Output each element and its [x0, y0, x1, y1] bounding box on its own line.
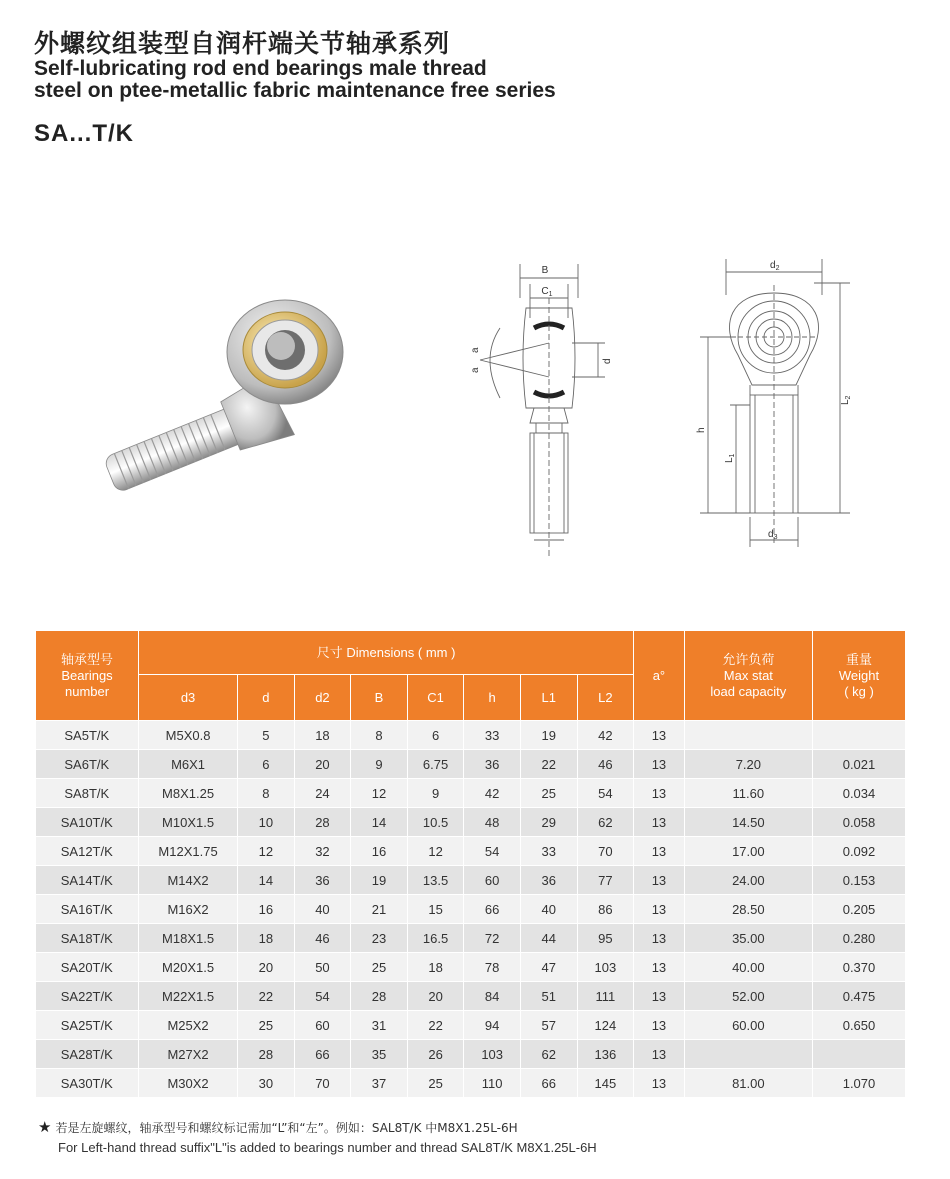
cell-d3: M25X2 — [139, 1011, 238, 1040]
header-bearing-number — [36, 631, 139, 721]
label-a-top: a — [470, 347, 481, 353]
cell-C1: 6.75 — [407, 750, 464, 779]
cell-bearing-number: SA5T/K — [36, 721, 139, 750]
cell-C1: 25 — [407, 1069, 464, 1098]
header-bearing-cn: 轴承型号 — [61, 651, 114, 667]
header-d2: d2 — [294, 675, 351, 721]
cell-L1: 40 — [520, 895, 577, 924]
cell-load-capacity: 28.50 — [684, 895, 812, 924]
cell-d2: 20 — [294, 750, 351, 779]
cell-d: 14 — [238, 866, 295, 895]
cell-weight — [813, 721, 906, 750]
cell-d2: 60 — [294, 1011, 351, 1040]
header-dimensions: 尺寸 Dimensions ( mm ) — [139, 631, 634, 675]
title-english-line2: steel on ptee-metallic fabric maintenance free series — [34, 79, 556, 102]
cell-bearing-number: SA10T/K — [36, 808, 139, 837]
header-L1: L1 — [520, 675, 577, 721]
header-load-capacity — [684, 631, 812, 721]
cell-d3: M10X1.5 — [139, 808, 238, 837]
cell-L2: 111 — [577, 982, 634, 1011]
cell-bearing-number: SA25T/K — [36, 1011, 139, 1040]
cell-d: 18 — [238, 924, 295, 953]
cell-d3: M5X0.8 — [139, 721, 238, 750]
header-C1: C1 — [407, 675, 464, 721]
cell-d3: M30X2 — [139, 1069, 238, 1098]
table-row — [36, 1011, 906, 1040]
cell-alpha: 13 — [634, 779, 685, 808]
header-weight-cn: 重量 — [845, 651, 872, 667]
cell-B: 19 — [351, 866, 408, 895]
cell-d: 30 — [238, 1069, 295, 1098]
cell-d: 22 — [238, 982, 295, 1011]
header-d3: d3 — [139, 675, 238, 721]
cell-d3: M8X1.25 — [139, 779, 238, 808]
cell-L1: 62 — [520, 1040, 577, 1069]
cell-C1: 22 — [407, 1011, 464, 1040]
model-series: SA...T/K — [34, 120, 135, 147]
table-row — [36, 866, 906, 895]
label-L1: $L_1$ — [724, 453, 736, 463]
cell-L2: 86 — [577, 895, 634, 924]
cell-alpha: 13 — [634, 953, 685, 982]
cell-d2: 50 — [294, 953, 351, 982]
cell-L2: 62 — [577, 808, 634, 837]
cell-weight: 0.205 — [813, 895, 906, 924]
cell-alpha: 13 — [634, 837, 685, 866]
header-bearing-en1: Bearings — [61, 667, 113, 683]
title-chinese: 外螺纹组装型自润杆端关节轴承系列 — [34, 29, 451, 58]
cell-d2: 66 — [294, 1040, 351, 1069]
cell-B: 16 — [351, 837, 408, 866]
cell-h: 66 — [464, 895, 521, 924]
table-row — [36, 721, 906, 750]
cell-weight: 0.370 — [813, 953, 906, 982]
cell-alpha: 13 — [634, 808, 685, 837]
cell-L1: 29 — [520, 808, 577, 837]
cell-B: 12 — [351, 779, 408, 808]
cell-L2: 103 — [577, 953, 634, 982]
cell-d2: 40 — [294, 895, 351, 924]
table-row — [36, 924, 906, 953]
cell-bearing-number: SA14T/K — [36, 866, 139, 895]
cell-alpha: 13 — [634, 1011, 685, 1040]
header-bearing-en2: number — [64, 683, 110, 699]
cell-bearing-number: SA28T/K — [36, 1040, 139, 1069]
table-row — [36, 1069, 906, 1098]
table-row — [36, 1040, 906, 1069]
cell-alpha: 13 — [634, 750, 685, 779]
cell-d2: 18 — [294, 721, 351, 750]
cell-L2: 70 — [577, 837, 634, 866]
table-row — [36, 837, 906, 866]
cell-d2: 28 — [294, 808, 351, 837]
cell-L1: 66 — [520, 1069, 577, 1098]
star-icon: ★ — [38, 1118, 52, 1136]
cell-alpha: 13 — [634, 721, 685, 750]
cell-weight: 0.650 — [813, 1011, 906, 1040]
label-L2: $L_2$ — [840, 395, 852, 405]
cell-bearing-number: SA18T/K — [36, 924, 139, 953]
cell-d3: M6X1 — [139, 750, 238, 779]
cell-bearing-number: SA20T/K — [36, 953, 139, 982]
cell-d3: M14X2 — [139, 866, 238, 895]
spec-table-body — [36, 721, 906, 1098]
cell-bearing-number: SA8T/K — [36, 779, 139, 808]
cell-L2: 124 — [577, 1011, 634, 1040]
cell-d: 12 — [238, 837, 295, 866]
cell-L2: 54 — [577, 779, 634, 808]
cell-d3: M12X1.75 — [139, 837, 238, 866]
cell-d3: M16X2 — [139, 895, 238, 924]
cell-L2: 77 — [577, 866, 634, 895]
table-row — [36, 750, 906, 779]
cell-d: 25 — [238, 1011, 295, 1040]
cell-C1: 15 — [407, 895, 464, 924]
note-english: For Left-hand thread suffix"L"is added to bearings number and thread SAL8T/K M8X1.25L-6H — [58, 1140, 597, 1155]
cell-B: 23 — [351, 924, 408, 953]
cell-alpha: 13 — [634, 982, 685, 1011]
cell-weight: 1.070 — [813, 1069, 906, 1098]
header-B: B — [351, 675, 408, 721]
cell-alpha: 13 — [634, 1040, 685, 1069]
cell-L1: 57 — [520, 1011, 577, 1040]
table-row — [36, 808, 906, 837]
header-load-en1: Max stat — [723, 667, 773, 683]
cell-alpha: 13 — [634, 895, 685, 924]
cell-d3: M18X1.5 — [139, 924, 238, 953]
cell-L2: 46 — [577, 750, 634, 779]
cell-load-capacity: 81.00 — [684, 1069, 812, 1098]
cell-h: 54 — [464, 837, 521, 866]
cell-weight: 0.092 — [813, 837, 906, 866]
cell-bearing-number: SA6T/K — [36, 750, 139, 779]
label-d3: $d_3$ — [768, 529, 778, 541]
cell-d: 20 — [238, 953, 295, 982]
cell-bearing-number: SA12T/K — [36, 837, 139, 866]
title-english-line1: Self-lubricating rod end bearings male thread — [34, 57, 487, 80]
note-cn-text: 若是左旋螺纹，轴承型号和螺纹标记需加“L”和“左”。例如：SAL8T/K 中M8X1.25L-6H — [55, 1121, 518, 1135]
cell-C1: 10.5 — [407, 808, 464, 837]
cell-d2: 36 — [294, 866, 351, 895]
table-row — [36, 982, 906, 1011]
cell-weight — [813, 1040, 906, 1069]
table-row — [36, 779, 906, 808]
cell-d2: 32 — [294, 837, 351, 866]
cell-C1: 20 — [407, 982, 464, 1011]
cell-h: 60 — [464, 866, 521, 895]
cell-h: 84 — [464, 982, 521, 1011]
cell-weight: 0.021 — [813, 750, 906, 779]
cell-d: 16 — [238, 895, 295, 924]
cell-d2: 70 — [294, 1069, 351, 1098]
cell-load-capacity: 7.20 — [684, 750, 812, 779]
cell-L1: 51 — [520, 982, 577, 1011]
cell-d: 5 — [238, 721, 295, 750]
cell-L2: 145 — [577, 1069, 634, 1098]
table-row — [36, 953, 906, 982]
cell-weight: 0.153 — [813, 866, 906, 895]
cell-L2: 95 — [577, 924, 634, 953]
rod-end-photo — [80, 290, 360, 510]
cell-weight: 0.034 — [813, 779, 906, 808]
cell-L1: 33 — [520, 837, 577, 866]
cell-d2: 46 — [294, 924, 351, 953]
cell-B: 28 — [351, 982, 408, 1011]
cell-C1: 18 — [407, 953, 464, 982]
label-d: d — [602, 358, 613, 364]
cell-L1: 22 — [520, 750, 577, 779]
header-h: h — [464, 675, 521, 721]
cell-L1: 44 — [520, 924, 577, 953]
cell-d: 8 — [238, 779, 295, 808]
cell-h: 94 — [464, 1011, 521, 1040]
cell-h: 103 — [464, 1040, 521, 1069]
header-L2: L2 — [577, 675, 634, 721]
cell-B: 25 — [351, 953, 408, 982]
cell-d: 6 — [238, 750, 295, 779]
header-weight-en2: ( kg ) — [844, 683, 874, 699]
cell-h: 48 — [464, 808, 521, 837]
header-weight-en1: Weight — [838, 667, 880, 683]
cell-load-capacity: 11.60 — [684, 779, 812, 808]
cell-L1: 25 — [520, 779, 577, 808]
header-load-en2: load capacity — [710, 683, 787, 699]
cell-C1: 9 — [407, 779, 464, 808]
front-view-diagram — [690, 255, 860, 555]
cell-h: 33 — [464, 721, 521, 750]
table-row — [36, 895, 906, 924]
label-h: h — [696, 427, 707, 433]
cell-L2: 42 — [577, 721, 634, 750]
cell-L2: 136 — [577, 1040, 634, 1069]
cell-B: 8 — [351, 721, 408, 750]
cell-L1: 36 — [520, 866, 577, 895]
header-load-cn: 允许负荷 — [722, 651, 775, 667]
cell-h: 78 — [464, 953, 521, 982]
label-a-bottom: a — [470, 367, 481, 373]
spec-table — [35, 630, 906, 1098]
cell-C1: 6 — [407, 721, 464, 750]
cell-d3: M27X2 — [139, 1040, 238, 1069]
cell-B: 9 — [351, 750, 408, 779]
cell-h: 72 — [464, 924, 521, 953]
cell-B: 31 — [351, 1011, 408, 1040]
cell-load-capacity: 52.00 — [684, 982, 812, 1011]
cell-d: 10 — [238, 808, 295, 837]
cell-d3: M20X1.5 — [139, 953, 238, 982]
cell-load-capacity — [684, 1040, 812, 1069]
cell-C1: 26 — [407, 1040, 464, 1069]
header-alpha: a° — [634, 631, 685, 721]
cell-h: 42 — [464, 779, 521, 808]
cell-weight: 0.058 — [813, 808, 906, 837]
cell-C1: 16.5 — [407, 924, 464, 953]
label-C1: $C_1$ — [541, 286, 553, 298]
cell-weight: 0.475 — [813, 982, 906, 1011]
cell-bearing-number: SA30T/K — [36, 1069, 139, 1098]
cell-load-capacity: 35.00 — [684, 924, 812, 953]
cell-bearing-number: SA22T/K — [36, 982, 139, 1011]
cell-load-capacity: 60.00 — [684, 1011, 812, 1040]
cell-h: 36 — [464, 750, 521, 779]
cell-B: 14 — [351, 808, 408, 837]
cell-B: 37 — [351, 1069, 408, 1098]
cell-load-capacity: 40.00 — [684, 953, 812, 982]
cell-d2: 24 — [294, 779, 351, 808]
cell-alpha: 13 — [634, 924, 685, 953]
cell-alpha: 13 — [634, 1069, 685, 1098]
label-B: B — [541, 265, 549, 276]
cell-B: 21 — [351, 895, 408, 924]
cell-load-capacity — [684, 721, 812, 750]
cell-C1: 13.5 — [407, 866, 464, 895]
cell-h: 110 — [464, 1069, 521, 1098]
cell-C1: 12 — [407, 837, 464, 866]
cell-weight: 0.280 — [813, 924, 906, 953]
cell-load-capacity: 24.00 — [684, 866, 812, 895]
cell-B: 35 — [351, 1040, 408, 1069]
cell-d3: M22X1.5 — [139, 982, 238, 1011]
header-d: d — [238, 675, 295, 721]
header-weight — [813, 631, 906, 721]
cell-alpha: 13 — [634, 866, 685, 895]
note-chinese — [38, 1118, 518, 1136]
cell-d: 28 — [238, 1040, 295, 1069]
cell-load-capacity: 14.50 — [684, 808, 812, 837]
cell-bearing-number: SA16T/K — [36, 895, 139, 924]
cell-load-capacity: 17.00 — [684, 837, 812, 866]
side-view-diagram — [460, 258, 630, 558]
cell-L1: 19 — [520, 721, 577, 750]
title-english — [34, 58, 556, 102]
label-d2: $d_2$ — [770, 260, 780, 272]
cell-L1: 47 — [520, 953, 577, 982]
cell-d2: 54 — [294, 982, 351, 1011]
